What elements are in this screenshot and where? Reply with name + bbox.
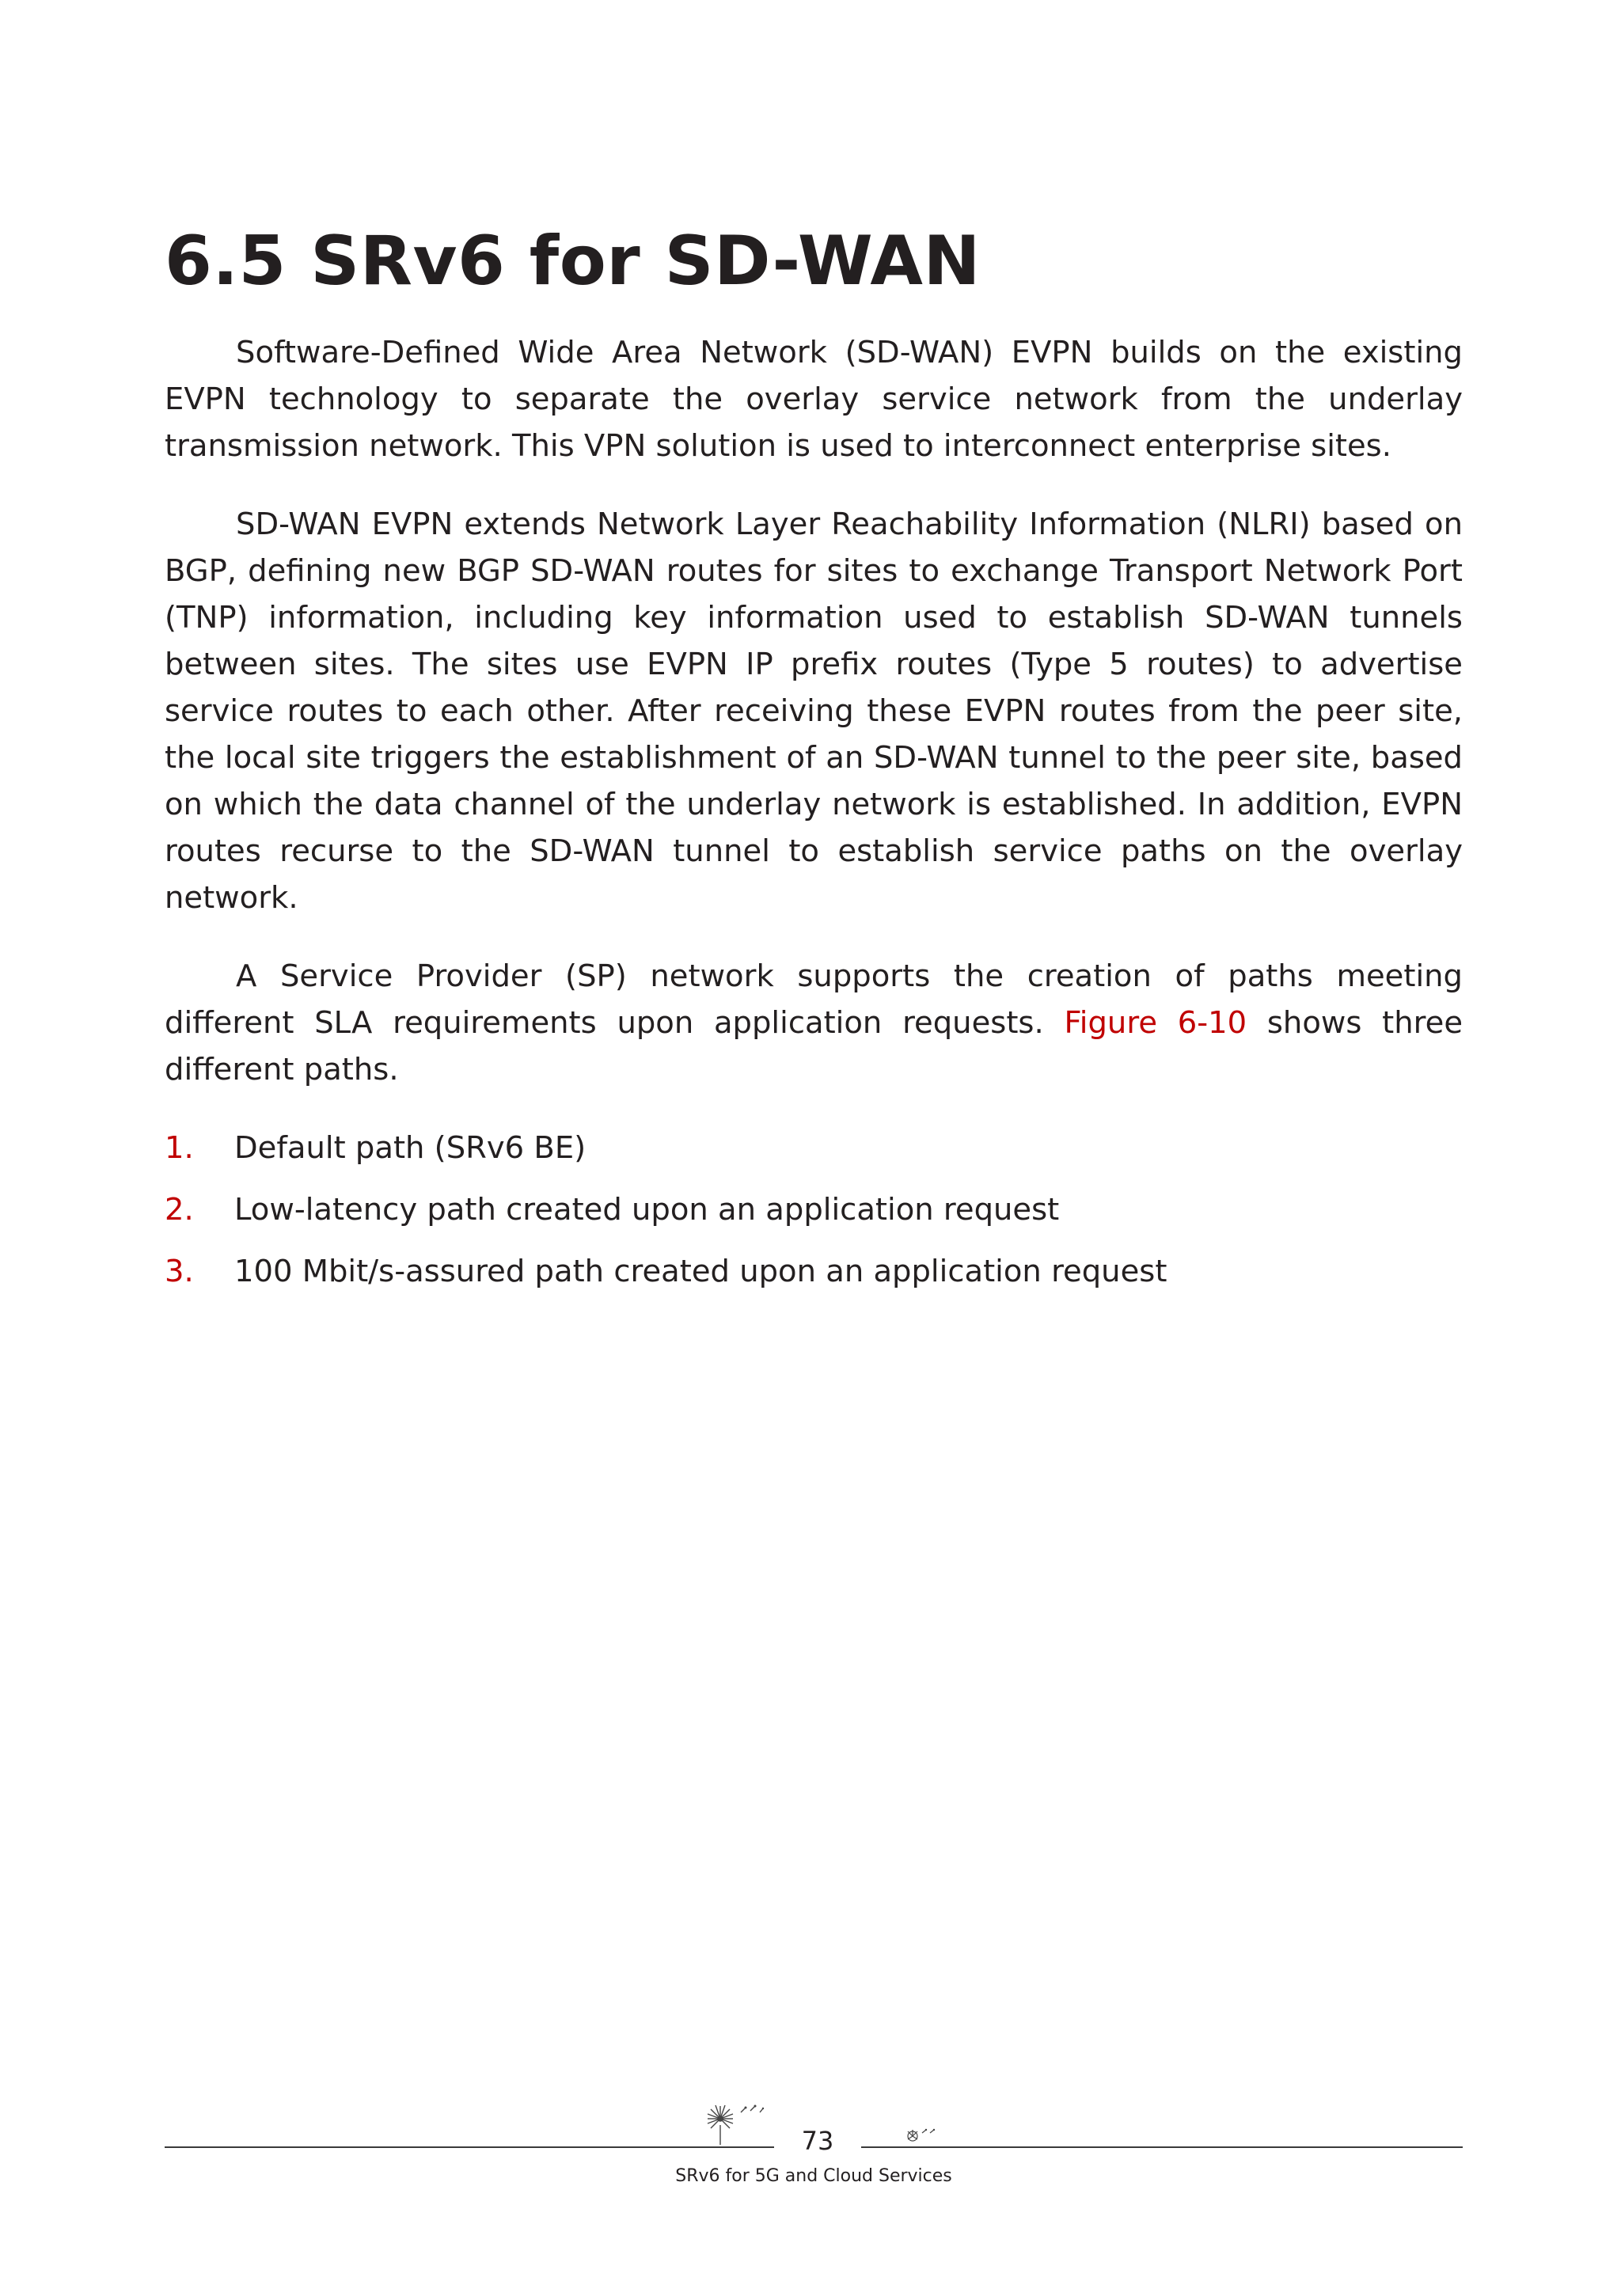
list-item-number: 2. bbox=[165, 1192, 194, 1228]
page-footer bbox=[165, 2101, 1463, 2196]
list-item bbox=[165, 1186, 1463, 1233]
list-item-number: 3. bbox=[165, 1254, 194, 1289]
path-list bbox=[165, 1125, 1463, 1295]
dandelion-seed-icon bbox=[905, 2127, 943, 2144]
page-body bbox=[165, 222, 1463, 1310]
list-item-text: 100 Mbit/s-assured path created upon an application request bbox=[234, 1254, 1167, 1289]
footer-rule-right bbox=[861, 2146, 1463, 2148]
list-item-number: 1. bbox=[165, 1130, 194, 1166]
list-item bbox=[165, 1125, 1463, 1171]
paragraph-text-before-link: A Service Provider (SP) network supports the creation of paths meeting different SLA requirements upon application requests. bbox=[165, 958, 1463, 1041]
paragraph-sdwan-evpn: SD-WAN EVPN extends Network Layer Reachability Information (NLRI) based on BGP, defining new BGP SD-WAN routes for sites to exchange Transport Network Port (TNP) information, including key information used to establish SD-WAN tunnels between sites. The sites use EVPN IP prefix routes (Type 5 routes) to advertise service routes to each other. After receiving these EVPN routes from the peer site, the local site triggers the establishment of an SD-WAN tunnel to the peer site, based on which the data channel of the underlay network is established. In addition, EVPN routes recurse to the SD-WAN tunnel to establish service paths on the overlay network. bbox=[165, 507, 1463, 916]
paragraph-sp-network bbox=[165, 953, 1463, 1093]
footer-rule-left bbox=[165, 2146, 774, 2148]
list-item bbox=[165, 1248, 1463, 1295]
footer-book-title: SRv6 for 5G and Cloud Services bbox=[675, 2166, 952, 2186]
page-number: 73 bbox=[801, 2126, 834, 2156]
figure-reference-link[interactable]: Figure 6-10 bbox=[1064, 1005, 1247, 1041]
paragraph-sdwan-intro: Software-Defined Wide Area Network (SD-WAN) EVPN builds on the existing EVPN technology to separate the overlay service network from the underlay transmission network. This VPN solution is used to interconnect enterprise sites. bbox=[165, 335, 1463, 464]
section-heading: 6.5 SRv6 for SD-WAN bbox=[165, 222, 981, 301]
paragraph-text-after-link: shows three different paths. bbox=[165, 1005, 1463, 1087]
list-item-text: Low-latency path created upon an application request bbox=[234, 1192, 1060, 1228]
dandelion-icon bbox=[703, 2101, 774, 2149]
list-item-text: Default path (SRv6 BE) bbox=[234, 1130, 587, 1166]
